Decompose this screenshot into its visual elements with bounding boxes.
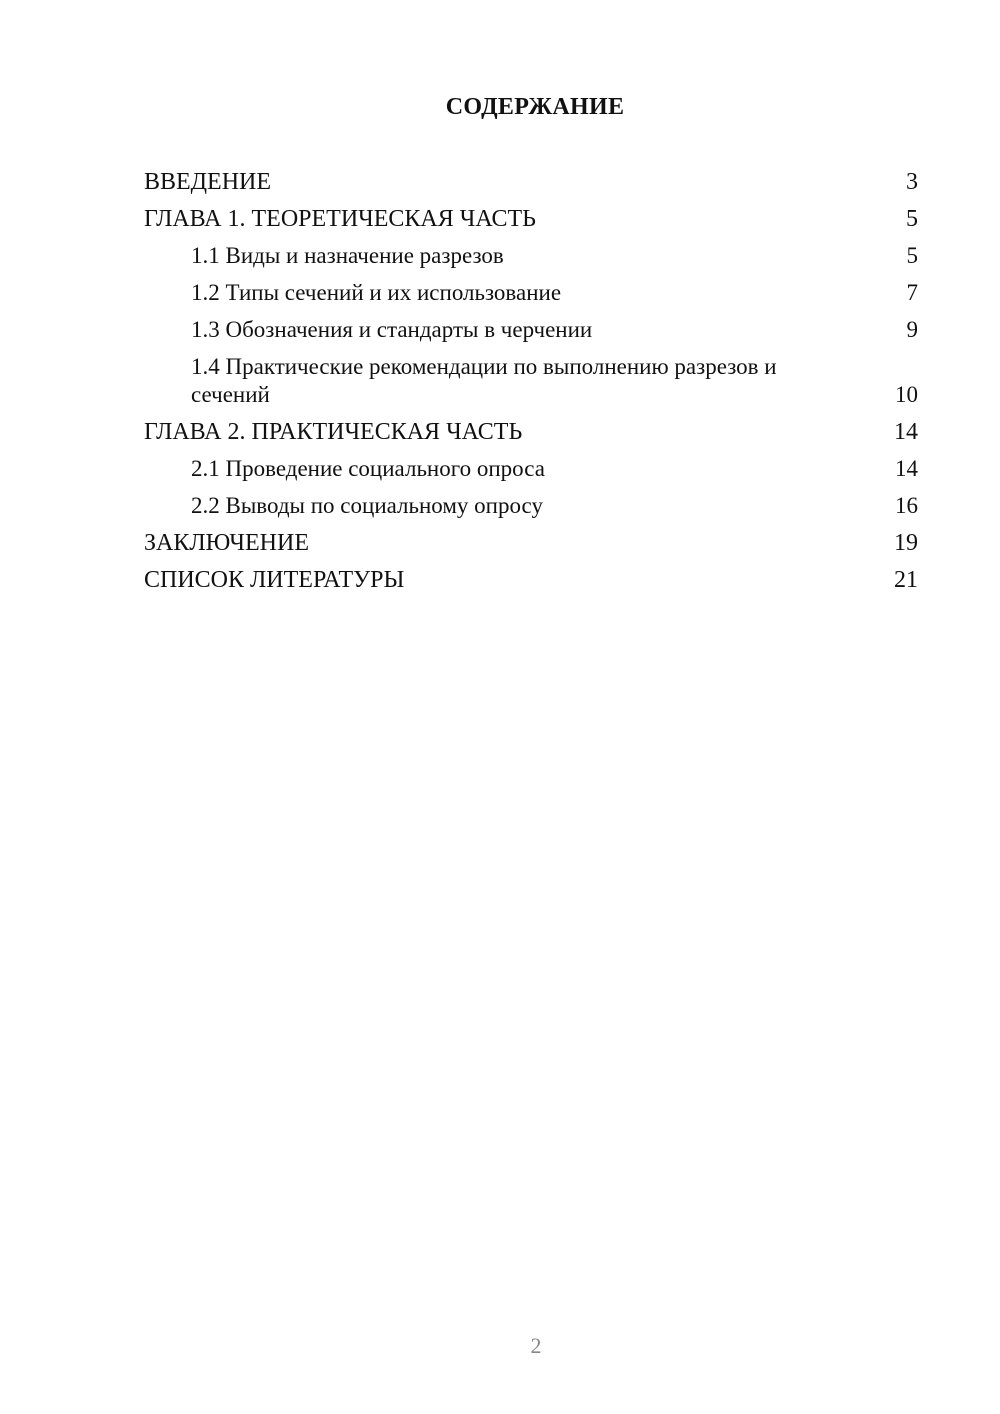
- toc-entry-label: ГЛАВА 1. ТЕОРЕТИЧЕСКАЯ ЧАСТЬ: [144, 206, 536, 232]
- toc-entry-page: 21: [894, 567, 918, 593]
- toc-entry-label: 1.3 Обозначения и стандарты в черчении: [191, 317, 593, 342]
- toc-entry-1-3[interactable]: [144, 316, 918, 344]
- toc-entry-page: 5: [906, 243, 918, 268]
- toc-entry-page: 7: [906, 280, 918, 305]
- toc-entry-references[interactable]: [144, 566, 918, 594]
- toc-entry-introduction[interactable]: [144, 168, 918, 196]
- toc-entry-1-1[interactable]: [144, 242, 918, 270]
- toc-entry-label: 2.2 Выводы по социальному опросу: [191, 493, 543, 518]
- toc-entry-label: СПИСОК ЛИТЕРАТУРЫ: [144, 567, 405, 593]
- toc-entry-label: ГЛАВА 2. ПРАКТИЧЕСКАЯ ЧАСТЬ: [144, 419, 523, 445]
- table-of-contents: [144, 168, 918, 603]
- toc-entry-label: 2.1 Проведение социального опроса: [191, 456, 545, 481]
- toc-entry-page: 5: [906, 206, 918, 232]
- toc-entry-label: ЗАКЛЮЧЕНИЕ: [144, 530, 309, 556]
- toc-entry-label: 1.2 Типы сечений и их использование: [191, 280, 562, 305]
- toc-entry-chapter-1[interactable]: [144, 205, 918, 233]
- toc-entry-page: 10: [895, 382, 918, 407]
- toc-entry-page: 14: [894, 419, 918, 445]
- toc-entry-chapter-2[interactable]: [144, 418, 918, 446]
- toc-entry-page: 16: [895, 493, 918, 518]
- toc-entry-label: 1.1 Виды и назначение разрезов: [191, 243, 504, 268]
- page-number: 2: [530, 1333, 542, 1358]
- toc-entry-page: 19: [894, 530, 918, 556]
- toc-entry-conclusion[interactable]: [144, 529, 918, 557]
- toc-entry-label: ВВЕДЕНИЕ: [144, 169, 272, 195]
- toc-entry-page: 14: [895, 456, 918, 481]
- toc-entry-2-1[interactable]: [144, 455, 918, 483]
- toc-entry-2-2[interactable]: [144, 492, 918, 520]
- toc-entry-label: 1.4 Практические рекомендации по выполнению разрезов и сечений: [191, 354, 777, 407]
- toc-entry-1-2[interactable]: [144, 279, 918, 307]
- toc-entry-page: 3: [906, 169, 918, 195]
- toc-entry-1-4[interactable]: [144, 353, 918, 409]
- toc-entry-page: 9: [906, 317, 918, 342]
- page-title: СОДЕРЖАНИЕ: [445, 94, 625, 120]
